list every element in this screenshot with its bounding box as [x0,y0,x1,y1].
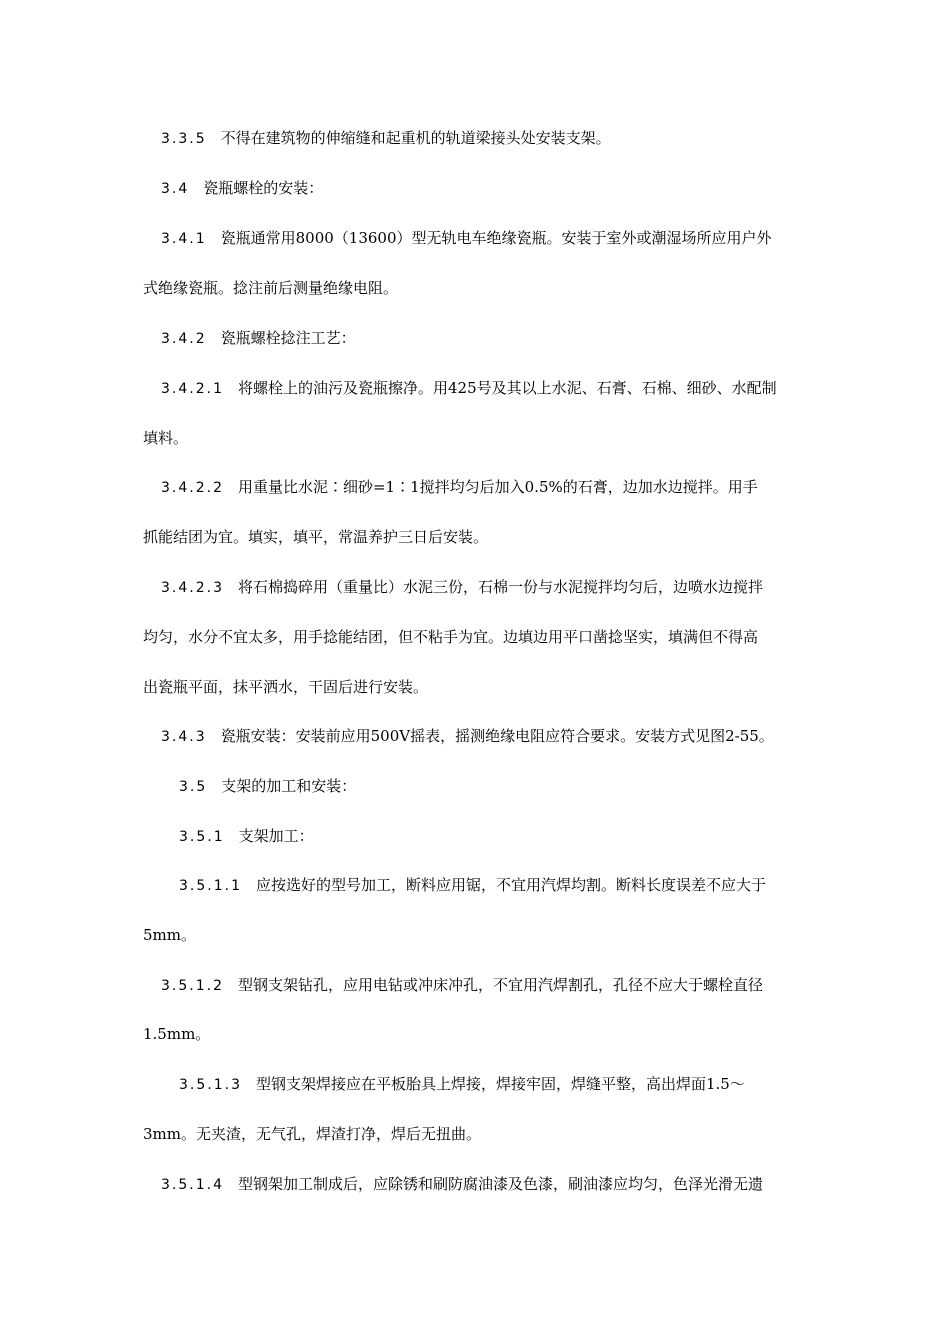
section-number: 3.4.2.1 [161,381,224,397]
paragraph-text: 瓷瓶安装：安装前应用500V摇表，摇测绝缘电阻应符合要求。安装方式见图2-55。 [220,727,774,745]
paragraph-3-4-2-1-line-2: 填料。 [143,429,189,447]
paragraph-3-5-1-2 [161,975,763,996]
paragraph-3-4 [161,178,323,199]
paragraph-text: 瓷瓶螺栓的安装： [203,179,324,197]
paragraph-3-5-1-3-line-2: 3mm。无夹渣，无气孔，焊渣打净，焊后无扭曲。 [143,1125,481,1143]
paragraph-text: 型钢支架钻孔，应用电钻或冲床冲孔，不宜用汽焊割孔，孔径不应大于螺栓直径 [237,976,763,994]
section-number: 3.4.2.2 [161,480,224,496]
paragraph-text: 不得在建筑物的伸缩缝和起重机的轨道梁接头处安装支架。 [220,129,611,147]
section-number: 3.5 [179,779,208,795]
paragraph-3-4-2-3-line-3: 出瓷瓶平面，抹平洒水，干固后进行安装。 [143,678,429,696]
paragraph-3-4-1-line-2: 式绝缘瓷瓶。捻注前后测量绝缘电阻。 [143,279,399,297]
paragraph-text: 将螺栓上的油污及瓷瓶擦净。用425号及其以上水泥、石膏、石棉、细砂、水配制 [237,379,777,397]
paragraph-text: 将石棉捣碎用（重量比）水泥三份，石棉一份与水泥搅拌均匀后，边喷水边搅拌 [237,578,763,596]
section-number: 3.5.1.2 [161,978,224,994]
paragraph-text: 型钢架加工制成后，应除锈和刷防腐油漆及色漆，刷油漆应均匀，色泽光滑无遗 [237,1175,763,1193]
paragraph-text: 支架加工： [238,827,314,845]
section-number: 3.4.2.3 [161,580,224,596]
section-number: 3.4.2 [161,331,207,347]
section-number: 3.5.1.3 [179,1077,242,1093]
paragraph-3-4-2-2 [161,477,758,498]
paragraph-text: 支架的加工和安装： [221,777,357,795]
paragraph-3-3-5 [161,128,611,149]
paragraph-3-5-1-1-line-2: 5mm。 [143,926,196,944]
paragraph-3-4-2-1 [161,378,777,399]
paragraph-3-4-2 [161,328,356,349]
paragraph-3-4-3 [161,726,774,747]
section-number: 3.5.1.4 [161,1177,224,1193]
paragraph-text: 用重量比水泥∶细砂=1∶1搅拌均匀后加入0.5%的石膏，边加水边搅拌。用手 [237,478,758,496]
paragraph-3-4-2-3-line-2: 均匀，水分不宜太多，用手捻能结团，但不粘手为宜。边填边用平口凿捻坚实，填满但不得高 [143,628,759,646]
paragraph-3-4-2-3 [161,577,763,598]
section-number: 3.4.3 [161,729,207,745]
paragraph-3-5-1-1 [179,875,766,896]
section-number: 3.5.1 [179,829,225,845]
section-number: 3.3.5 [161,131,207,147]
paragraph-text: 瓷瓶螺栓捻注工艺： [220,329,356,347]
paragraph-text: 型钢支架焊接应在平板胎具上焊接，焊接牢固，焊缝平整，高出焊面1.5～ [255,1075,745,1093]
paragraph-text: 瓷瓶通常用8000（13600）型无轨电车绝缘瓷瓶。安装于室外或潮湿场所应用户外 [220,229,772,247]
paragraph-3-4-2-2-line-2: 抓能结团为宜。填实，填平，常温养护三日后安装。 [143,528,489,546]
paragraph-text: 应按选好的型号加工，断料应用锯，不宜用汽焊均割。断料长度误差不应大于 [255,876,766,894]
section-number: 3.4 [161,181,190,197]
paragraph-3-5-1-4 [161,1174,763,1195]
paragraph-3-5 [179,776,356,797]
paragraph-3-5-1 [179,826,314,847]
paragraph-3-5-1-3 [179,1074,745,1095]
paragraph-3-5-1-2-line-2: 1.5mm。 [143,1025,211,1043]
paragraph-3-4-1 [161,228,772,249]
section-number: 3.5.1.1 [179,878,242,894]
section-number: 3.4.1 [161,231,207,247]
